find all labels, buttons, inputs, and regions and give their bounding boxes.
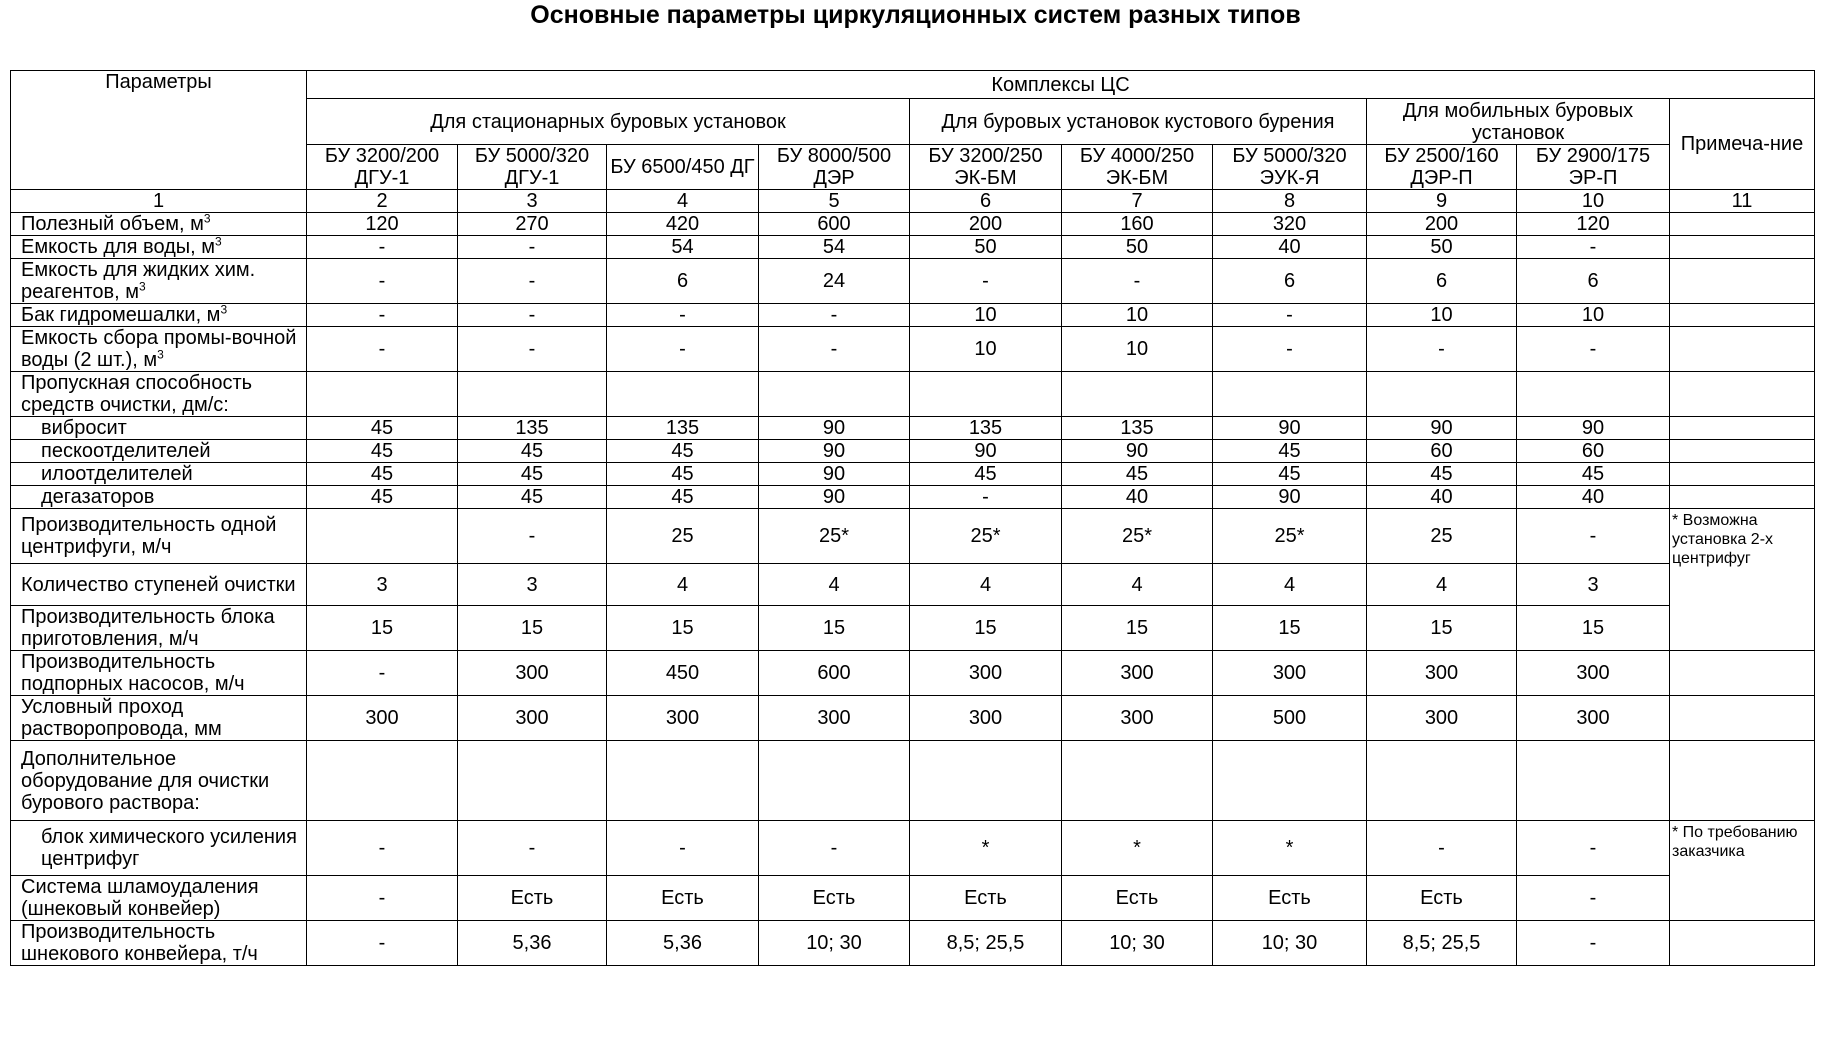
- row-note: [1670, 259, 1815, 304]
- table-row: [11, 213, 1815, 236]
- row-note: [1670, 236, 1815, 259]
- table-row: [11, 821, 1815, 876]
- table-cell: -: [458, 509, 607, 564]
- table-cell: 90: [1213, 486, 1367, 509]
- table-cell: 40: [1213, 236, 1367, 259]
- table-cell: 160: [1062, 213, 1213, 236]
- table-cell: 90: [759, 486, 910, 509]
- row-label: Система шламоудаления (шнековый конвейер): [11, 876, 307, 921]
- table-cell: 25*: [1062, 509, 1213, 564]
- table-cell: 10: [910, 327, 1062, 372]
- row-label: Дополнительное оборудование для очистки бурового раствора:: [11, 741, 307, 821]
- table-cell: *: [1062, 821, 1213, 876]
- table-row: [11, 486, 1815, 509]
- table-cell: 600: [759, 651, 910, 696]
- table-cell: 10: [1062, 304, 1213, 327]
- table-cell: 25*: [910, 509, 1062, 564]
- page-title: Основные параметры циркуляционных систем разных типов: [530, 1, 1301, 29]
- table-cell: 6: [1213, 259, 1367, 304]
- table-cell: [1062, 741, 1213, 821]
- table-cell: 45: [1517, 463, 1670, 486]
- table-row: [11, 259, 1815, 304]
- table-cell: 50: [1367, 236, 1517, 259]
- table-row: [11, 509, 1815, 564]
- table-cell: 15: [307, 606, 458, 651]
- header-model: БУ 5000/320 ДГУ-1: [458, 145, 607, 190]
- table-cell: 45: [307, 463, 458, 486]
- table-cell: 270: [458, 213, 607, 236]
- column-number: 1: [11, 190, 307, 213]
- table-cell: -: [1517, 876, 1670, 921]
- row-label: Производительность шнекового конвейера, т/ч: [11, 921, 307, 966]
- table-cell: [759, 372, 910, 417]
- table-cell: -: [458, 304, 607, 327]
- row-label: Производительность блока приготовления, м/ч: [11, 606, 307, 651]
- table-cell: Есть: [1367, 876, 1517, 921]
- row-label: Емкость сбора промы-вочной воды (2 шт.), $м^3$: [11, 327, 307, 372]
- table-cell: 6: [1367, 259, 1517, 304]
- table-cell: -: [1367, 327, 1517, 372]
- table-cell: 8,5; 25,5: [1367, 921, 1517, 966]
- row-note: [1670, 304, 1815, 327]
- table-cell: 45: [607, 463, 759, 486]
- row-label: Производительность подпорных насосов, м/ч: [11, 651, 307, 696]
- table-cell: 54: [759, 236, 910, 259]
- header-model: БУ 8000/500 ДЭР: [759, 145, 910, 190]
- table-cell: 90: [1213, 417, 1367, 440]
- table-cell: [307, 509, 458, 564]
- table-cell: 45: [1367, 463, 1517, 486]
- header-model: БУ 2500/160 ДЭР-П: [1367, 145, 1517, 190]
- table-cell: 45: [607, 486, 759, 509]
- table-cell: [458, 372, 607, 417]
- table-cell: 4: [1213, 564, 1367, 606]
- row-label: пескоотделителей: [11, 440, 307, 463]
- table-cell: -: [307, 876, 458, 921]
- table-cell: 200: [910, 213, 1062, 236]
- table-cell: 50: [910, 236, 1062, 259]
- table-cell: -: [759, 821, 910, 876]
- table-row: [11, 606, 1815, 651]
- table-cell: [458, 741, 607, 821]
- table-cell: Есть: [458, 876, 607, 921]
- table-cell: 40: [1517, 486, 1670, 509]
- table-cell: 15: [1062, 606, 1213, 651]
- table-cell: 300: [910, 696, 1062, 741]
- table-cell: -: [1517, 327, 1670, 372]
- table-cell: 15: [458, 606, 607, 651]
- row-label: Емкость для воды, $м^3$: [11, 236, 307, 259]
- table-cell: 4: [1062, 564, 1213, 606]
- table-cell: 90: [1062, 440, 1213, 463]
- table-cell: 10: [910, 304, 1062, 327]
- row-label: вибросит: [11, 417, 307, 440]
- row-label: Бак гидромешалки, $м^3$: [11, 304, 307, 327]
- table-cell: 5,36: [458, 921, 607, 966]
- table-cell: 450: [607, 651, 759, 696]
- table-cell: 24: [759, 259, 910, 304]
- table-cell: 45: [307, 417, 458, 440]
- header-model: БУ 3200/200 ДГУ-1: [307, 145, 458, 190]
- table-cell: -: [1213, 327, 1367, 372]
- table-cell: 135: [607, 417, 759, 440]
- table-row: [11, 741, 1815, 821]
- table-cell: [1062, 372, 1213, 417]
- table-cell: 40: [1367, 486, 1517, 509]
- table-row: [11, 417, 1815, 440]
- row-note: [1670, 372, 1815, 417]
- row-note: [1670, 486, 1815, 509]
- table-cell: 60: [1517, 440, 1670, 463]
- column-number: 10: [1517, 190, 1670, 213]
- column-number: 6: [910, 190, 1062, 213]
- table-cell: -: [1517, 921, 1670, 966]
- table-cell: [910, 741, 1062, 821]
- table-cell: Есть: [1213, 876, 1367, 921]
- table-cell: 90: [759, 440, 910, 463]
- row-note: * По требованию заказчика: [1670, 821, 1815, 921]
- table-cell: 90: [1367, 417, 1517, 440]
- table-cell: 300: [1517, 696, 1670, 741]
- table-cell: 10; 30: [759, 921, 910, 966]
- table-cell: 300: [458, 696, 607, 741]
- table-cell: -: [1367, 821, 1517, 876]
- column-number: 11: [1670, 190, 1815, 213]
- table-cell: -: [607, 304, 759, 327]
- table-row: [11, 372, 1815, 417]
- table-cell: 15: [910, 606, 1062, 651]
- table-cell: 15: [1517, 606, 1670, 651]
- table-cell: 300: [910, 651, 1062, 696]
- table-cell: 320: [1213, 213, 1367, 236]
- table-cell: 45: [910, 463, 1062, 486]
- table-cell: -: [910, 486, 1062, 509]
- table-cell: 25: [1367, 509, 1517, 564]
- table-cell: Есть: [910, 876, 1062, 921]
- table-cell: Есть: [759, 876, 910, 921]
- table-cell: *: [1213, 821, 1367, 876]
- table-cell: 54: [607, 236, 759, 259]
- table-cell: -: [910, 259, 1062, 304]
- table-cell: 300: [759, 696, 910, 741]
- table-cell: 90: [1517, 417, 1670, 440]
- table-cell: 300: [1517, 651, 1670, 696]
- table-cell: 25*: [1213, 509, 1367, 564]
- row-note: [1670, 417, 1815, 440]
- table-cell: [1517, 741, 1670, 821]
- table-cell: [607, 741, 759, 821]
- table-cell: [1367, 741, 1517, 821]
- table-cell: -: [307, 821, 458, 876]
- table-cell: 3: [307, 564, 458, 606]
- table-row: [11, 564, 1815, 606]
- row-note: [1670, 741, 1815, 821]
- header-model: БУ 3200/250 ЭК-БМ: [910, 145, 1062, 190]
- table-cell: -: [607, 327, 759, 372]
- table-cell: 90: [759, 417, 910, 440]
- table-row: [11, 440, 1815, 463]
- header-complexes: Комплексы ЦС: [307, 71, 1815, 99]
- table-cell: -: [1517, 509, 1670, 564]
- table-cell: -: [759, 304, 910, 327]
- table-cell: Есть: [607, 876, 759, 921]
- table-cell: -: [607, 821, 759, 876]
- table-cell: 420: [607, 213, 759, 236]
- column-number: 8: [1213, 190, 1367, 213]
- table-cell: 600: [759, 213, 910, 236]
- table-cell: 45: [307, 486, 458, 509]
- parameters-table: [10, 70, 1815, 966]
- table-cell: 45: [1213, 463, 1367, 486]
- table-cell: -: [1062, 259, 1213, 304]
- table-cell: 200: [1367, 213, 1517, 236]
- table-row: [11, 236, 1815, 259]
- column-number: 9: [1367, 190, 1517, 213]
- table-cell: [1213, 372, 1367, 417]
- table-cell: 15: [759, 606, 910, 651]
- table-cell: 6: [607, 259, 759, 304]
- header-model: БУ 5000/320 ЭУК-Я: [1213, 145, 1367, 190]
- table-cell: 15: [1367, 606, 1517, 651]
- table-cell: 50: [1062, 236, 1213, 259]
- table-row: [11, 304, 1815, 327]
- header-group-stationary: Для стационарных буровых установок: [307, 99, 910, 145]
- table-cell: 45: [607, 440, 759, 463]
- table-cell: 25: [607, 509, 759, 564]
- row-label: Количество ступеней очистки: [11, 564, 307, 606]
- table-cell: -: [307, 236, 458, 259]
- table-cell: [759, 741, 910, 821]
- table-cell: [1213, 741, 1367, 821]
- header-note: Примеча-ние: [1670, 99, 1815, 190]
- table-cell: 45: [458, 463, 607, 486]
- row-note: * Возможна установка 2-х центрифуг: [1670, 509, 1815, 651]
- table-cell: 8,5; 25,5: [910, 921, 1062, 966]
- row-label: Пропускная способность средств очистки, дм/с:: [11, 372, 307, 417]
- row-note: [1670, 440, 1815, 463]
- table-cell: 135: [1062, 417, 1213, 440]
- table-cell: 15: [1213, 606, 1367, 651]
- table-cell: 10; 30: [1213, 921, 1367, 966]
- table-row: [11, 876, 1815, 921]
- table-cell: 3: [458, 564, 607, 606]
- row-label: илоотделителей: [11, 463, 307, 486]
- table-cell: 60: [1367, 440, 1517, 463]
- table-cell: 90: [910, 440, 1062, 463]
- table-cell: 4: [1367, 564, 1517, 606]
- table-cell: -: [1517, 236, 1670, 259]
- row-label: Условный проход растворопровода, мм: [11, 696, 307, 741]
- table-cell: 10: [1517, 304, 1670, 327]
- table-cell: 300: [607, 696, 759, 741]
- table-cell: -: [458, 236, 607, 259]
- table-cell: 25*: [759, 509, 910, 564]
- table-cell: -: [1517, 821, 1670, 876]
- table-cell: 45: [1062, 463, 1213, 486]
- row-note: [1670, 696, 1815, 741]
- table-cell: 135: [910, 417, 1062, 440]
- table-cell: 300: [1367, 651, 1517, 696]
- table-cell: 45: [458, 440, 607, 463]
- table-cell: -: [307, 259, 458, 304]
- row-label: Производительность одной центрифуги, м/ч: [11, 509, 307, 564]
- table-cell: 5,36: [607, 921, 759, 966]
- table-cell: 3: [1517, 564, 1670, 606]
- row-label: блок химического усиления центрифуг: [11, 821, 307, 876]
- table-cell: -: [307, 304, 458, 327]
- table-cell: 40: [1062, 486, 1213, 509]
- table-cell: 10: [1367, 304, 1517, 327]
- table-cell: [1517, 372, 1670, 417]
- table-cell: -: [458, 259, 607, 304]
- row-note: [1670, 921, 1815, 966]
- table-cell: 15: [607, 606, 759, 651]
- table-cell: Есть: [1062, 876, 1213, 921]
- table-cell: 45: [307, 440, 458, 463]
- table-cell: -: [307, 651, 458, 696]
- row-label: Полезный объем, $м^3$: [11, 213, 307, 236]
- table-cell: 4: [759, 564, 910, 606]
- table-cell: -: [1213, 304, 1367, 327]
- table-row: [11, 463, 1815, 486]
- table-cell: 300: [1213, 651, 1367, 696]
- row-note: [1670, 213, 1815, 236]
- table-cell: 10: [1062, 327, 1213, 372]
- table-cell: 135: [458, 417, 607, 440]
- table-cell: [910, 372, 1062, 417]
- table-cell: 4: [910, 564, 1062, 606]
- table-cell: [307, 741, 458, 821]
- table-cell: 300: [307, 696, 458, 741]
- table-cell: 300: [1062, 696, 1213, 741]
- table-cell: 6: [1517, 259, 1670, 304]
- header-model: БУ 6500/450 ДГ: [607, 145, 759, 190]
- table-cell: -: [307, 921, 458, 966]
- table-row: [11, 651, 1815, 696]
- header-model: БУ 4000/250 ЭК-БМ: [1062, 145, 1213, 190]
- header-model: БУ 2900/175 ЭР-П: [1517, 145, 1670, 190]
- table-cell: [607, 372, 759, 417]
- table-row: [11, 327, 1815, 372]
- table-cell: -: [458, 821, 607, 876]
- table-row: [11, 921, 1815, 966]
- table-cell: -: [458, 327, 607, 372]
- column-number: 4: [607, 190, 759, 213]
- column-number: 7: [1062, 190, 1213, 213]
- column-number: 2: [307, 190, 458, 213]
- row-note: [1670, 651, 1815, 696]
- column-number: 5: [759, 190, 910, 213]
- column-number: 3: [458, 190, 607, 213]
- table-row: [11, 696, 1815, 741]
- table-cell: [1367, 372, 1517, 417]
- row-note: [1670, 463, 1815, 486]
- header-group-cluster: Для буровых установок кустового бурения: [910, 99, 1367, 145]
- row-label: Емкость для жидких хим. реагентов, $м^3$: [11, 259, 307, 304]
- header-group-mobile: Для мобильных буровых установок: [1367, 99, 1670, 145]
- table-cell: 45: [1213, 440, 1367, 463]
- table-cell: 120: [307, 213, 458, 236]
- table-cell: *: [910, 821, 1062, 876]
- table-cell: [307, 372, 458, 417]
- table-cell: 300: [1062, 651, 1213, 696]
- table-cell: 300: [1367, 696, 1517, 741]
- header-params: Параметры: [11, 71, 307, 190]
- row-label: дегазаторов: [11, 486, 307, 509]
- table-cell: 500: [1213, 696, 1367, 741]
- row-note: [1670, 327, 1815, 372]
- table-cell: -: [307, 327, 458, 372]
- table-cell: 90: [759, 463, 910, 486]
- table-cell: 10; 30: [1062, 921, 1213, 966]
- table-cell: 300: [458, 651, 607, 696]
- table-cell: -: [759, 327, 910, 372]
- table-cell: 120: [1517, 213, 1670, 236]
- table-cell: 4: [607, 564, 759, 606]
- table-cell: 45: [458, 486, 607, 509]
